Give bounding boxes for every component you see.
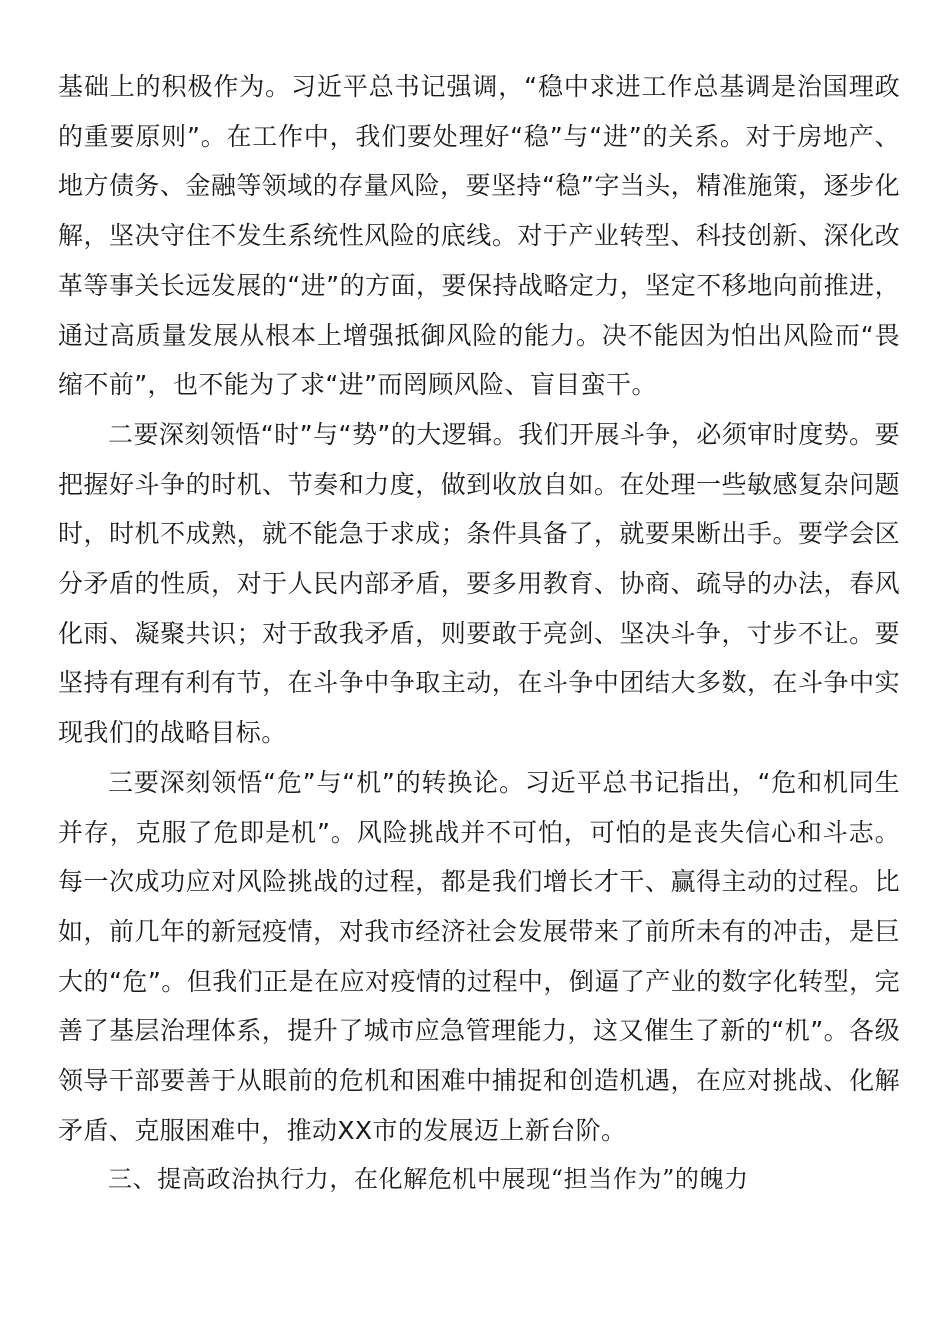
- document-page: [58, 62, 900, 1205]
- paragraph-crisis-and-opportunity: 三要深刻领悟“危”与“机”的转换论。习近平总书记指出，“危和机同生并存，克服了危即是机”。风险挑战并不可怕，可怕的是丧失信心和斗志。每一次成功应对风险挑战的过程，都是我们增长才干、赢得主动的过程。比如，前几年的新冠疫情，对我市经济社会发展带来了前所未有的冲击，是巨大的“危”。但我们正是在应对疫情的过程中，倒逼了产业的数字化转型，完善了基层治理体系，提升了城市应急管理能力，这又催生了新的“机”。各级领导干部要善于从眼前的危机和困难中捕捉和创造机遇，在应对挑战、化解矛盾、克服困难中，推动XX市的发展迈上新台阶。: [58, 767, 900, 1145]
- section-heading: 三、提高政治执行力，在化解危机中展现“担当作为”的魄力: [108, 1165, 749, 1194]
- paragraph-continuation: 基础上的积极作为。习近平总书记强调，“稳中求进工作总基调是治国理政的重要原则”。在工作中，我们要处理好“稳”与“进”的关系。对于房地产、地方债务、金融等领域的存量风险，要坚持“稳”字当头，精准施策，逐步化解，坚决守住不发生系统性风险的底线。对于产业转型、科技创新、深化改革等事关长远发展的“进”的方面，要保持战略定力，坚定不移地向前推进，通过高质量发展从根本上增强抵御风险的能力。决不能因为怕出风险而“畏缩不前”，也不能为了求“进”而罔顾风险、盲目蛮干。: [58, 72, 900, 400]
- paragraph-time-and-trend: 二要深刻领悟“时”与“势”的大逻辑。我们开展斗争，必须审时度势。要把握好斗争的时机、节奏和力度，做到收放自如。在处理一些敏感复杂问题时，时机不成熟，就不能急于求成；条件具备了，就要果断出手。要学会区分矛盾的性质，对于人民内部矛盾，要多用教育、协商、疏导的办法，春风化雨、凝聚共识；对于敌我矛盾，则要敢于亮剑、坚决斗争，寸步不让。要坚持有理有利有节，在斗争中争取主动，在斗争中团结大多数，在斗争中实现我们的战略目标。: [58, 419, 900, 748]
